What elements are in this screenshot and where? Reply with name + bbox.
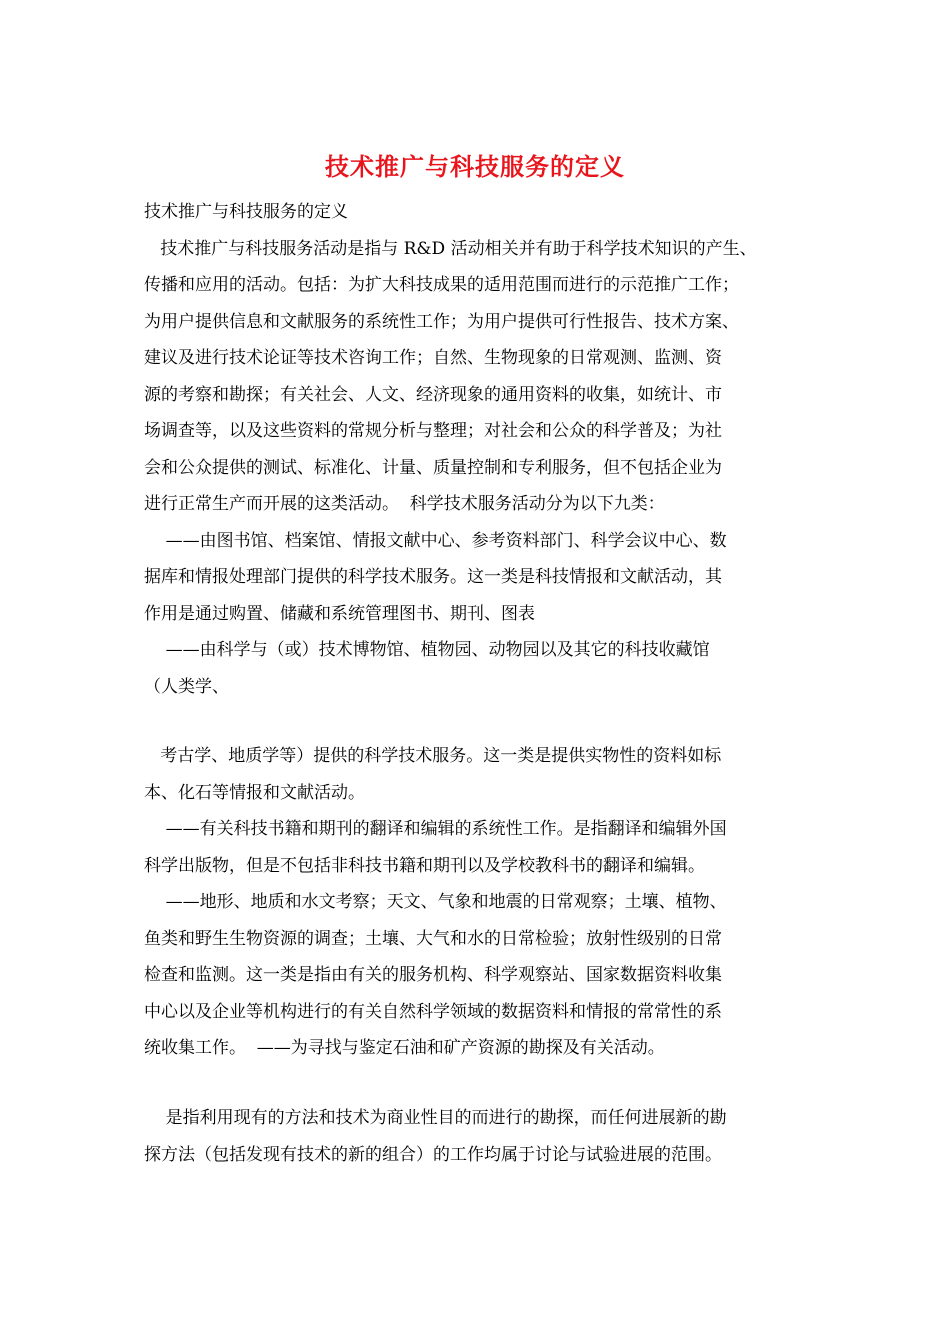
text-line: 技术推广与科技服务的定义: [144, 202, 348, 222]
text-line: 技术推广与科技服务活动是指与 R&D 活动相关并有助于科学技术知识的产生、: [144, 238, 757, 259]
text-line: 科学出版物，但是不包括非科技书籍和期刊以及学校教科书的翻译和编辑。: [144, 855, 705, 876]
text-line: 场调查等，以及这些资料的常规分析与整理；对社会和公众的科学普及；为社: [144, 421, 722, 441]
text-line: 探方法（包括发现有技术的新的组合）的工作均属于讨论与试验进展的范围。: [144, 1144, 722, 1165]
paragraph-block-3: [144, 1100, 806, 1173]
text-line: 作用是通过购置、储藏和系统管理图书、期刊、图表: [144, 603, 535, 624]
text-line: ——地形、地质和水文考察；天文、气象和地震的日常观察；土壤、植物、: [144, 892, 727, 912]
text-line: （人类学、: [144, 676, 229, 697]
text-line: 为用户提供信息和文献服务的系统性工作；为用户提供可行性报告、技术方案、: [144, 311, 739, 332]
text-line: 中心以及企业等机构进行的有关自然科学领域的数据资料和情报的常常性的系: [144, 1001, 722, 1022]
paragraph-block-2: [144, 738, 806, 1067]
text-line: 本、化石等情报和文献活动。: [144, 782, 365, 803]
text-line: ——由图书馆、档案馆、情报文献中心、参考资料部门、科学会议中心、数: [144, 530, 727, 551]
text-line: 统收集工作。 ——为寻找与鉴定石油和矿产资源的勘探及有关活动。: [144, 1038, 665, 1058]
document-title: 技术推广与科技服务的定义: [325, 152, 625, 181]
text-line: 会和公众提供的测试、标准化、计量、质量控制和专利服务，但不包括企业为: [144, 457, 722, 478]
text-line: 是指利用现有的方法和技术为商业性目的而进行的勘探，而任何进展新的勘: [144, 1108, 727, 1128]
text-line: 考古学、地质学等）提供的科学技术服务。这一类是提供实物性的资料如标: [144, 746, 722, 766]
text-line: 建议及进行技术论证等技术咨询工作；自然、生物现象的日常观测、监测、资: [144, 348, 722, 368]
text-line: ——由科学与（或）技术博物馆、植物园、动物园以及其它的科技收藏馆: [144, 640, 710, 660]
text-line: 传播和应用的活动。包括：为扩大科技成果的适用范围而进行的示范推广工作；: [144, 275, 739, 295]
paragraph-block-1: [144, 194, 806, 705]
text-line: 据库和情报处理部门提供的科学技术服务。这一类是科技情报和文献活动，其: [144, 567, 722, 587]
text-line: 鱼类和野生生物资源的调查；土壤、大气和水的日常检验；放射性级别的日常: [144, 928, 722, 949]
text-line: 检查和监测。这一类是指由有关的服务机构、科学观察站、国家数据资料收集: [144, 965, 722, 985]
text-line: 进行正常生产而开展的这类活动。 科学技术服务活动分为以下九类：: [144, 494, 665, 514]
text-line: 源的考察和勘探；有关社会、人文、经济现象的通用资料的收集，如统计、市: [144, 384, 722, 405]
text-line: ——有关科技书籍和期刊的翻译和编辑的系统性工作。是指翻译和编辑外国: [144, 819, 727, 839]
